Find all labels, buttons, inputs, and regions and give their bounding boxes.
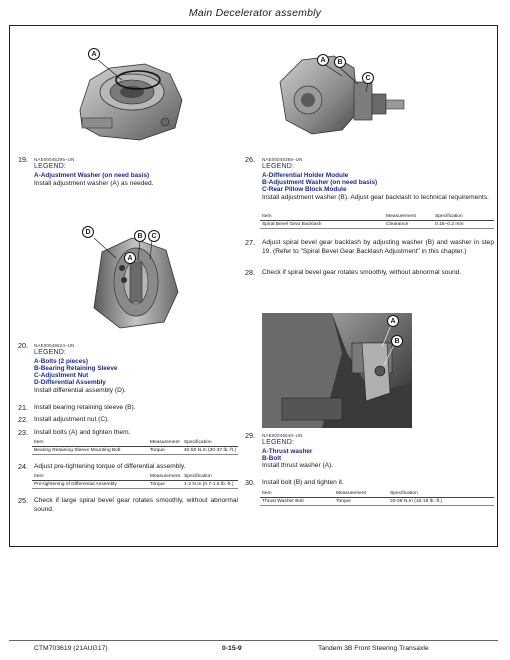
step-23-text: Install bolts (A) and tighten them. [34,429,131,436]
spec-cell-item: Bearing Retaining Sleeve Mounting Bolt [32,447,148,455]
spec-header-item: Item [260,490,334,498]
step-29-legend-title: LEGEND: [262,439,295,446]
step-26-legend-a: A-Differential Holder Module [262,172,349,179]
step-29-text: Install thrust washer (A). [262,462,334,469]
step-24-text: Adjust pre-tightening torque of differential assembly. [34,463,186,470]
step-28-text: Check if spiral bevel gear rotates smoothly, without abnormal sound. [262,269,462,276]
spec-cell-measurement: Clearance [384,221,433,229]
page-header-title: Main Decelerator assembly [188,7,322,19]
callout-c: C [362,72,374,84]
step-26-legend-title: LEGEND: [262,163,295,170]
spec-cell-measurement: Torque [148,447,182,455]
spec-header-item: Item [260,213,384,221]
callout-b: B [334,56,346,68]
step-29-legend-a: A-Thrust washer [262,448,313,455]
step-26-image-id: NAE00046398–UN [262,157,303,162]
footer-rule [9,640,498,641]
step-20-legend-b: B-Bearing Retaining Sleeve [34,365,118,372]
step-25-number: 25. [18,496,28,505]
step-20-legend-title: LEGEND: [34,349,67,356]
footer-document-id: CTM703619 (21AUG17) [34,645,108,652]
step-26-number: 26. [245,155,255,164]
spec-header-specification: Specification [388,490,494,498]
spec-row [260,221,494,229]
callout-c: C [148,230,160,242]
spec-row [260,498,494,506]
spec-header-row [32,473,238,481]
step-20-image-id: NAE00046524–UN [34,343,75,348]
callout-b: B [391,335,403,347]
step-20-legend-c: C-Adjustment Nut [34,372,89,379]
step-23-number: 23. [18,428,28,437]
step-30-number: 30. [245,478,255,487]
step-24-spec-table [32,473,238,489]
spec-header-specification: Specification [182,439,238,447]
callout-a: A [88,48,100,60]
spec-cell-specification: 20-26 N.m (15-19 lb.-ft.) [388,498,494,506]
spec-cell-item: Spiral Bevel Gear Backlash [260,221,384,229]
spec-header-specification: Specification [433,213,494,221]
spec-row [32,447,238,455]
step-27-text: Adjust spiral bevel gear backlash by adjusting washer (B) and washer in step 19. (Refer to "Spiral Bevel Gear Backlash Adjustment" in this chapter.) [262,239,494,255]
step-19-legend-title: LEGEND: [34,163,67,170]
step-22-number: 22. [18,415,28,424]
step-22-text: Install adjustment nut (C). [34,416,110,423]
step-29-legend-b: B-Bolt [262,455,282,462]
step-26-spec-table [260,213,494,229]
callout-a: A [124,252,136,264]
step-30-spec-table [260,490,494,506]
step-26-legend-c: C-Rear Pillow Block Module [262,186,347,193]
spec-cell-measurement: Torque [148,481,182,489]
spec-header-measurement: Measurement [148,439,182,447]
step-24-number: 24. [18,462,28,471]
footer-page-number: 0-15-9 [222,645,242,652]
thrust-washer-illustration [262,313,412,428]
step-25-text: Check if large spiral bevel gear rotates smoothly, without abnormal sound. [34,497,238,513]
callout-a: A [387,315,399,327]
spec-cell-item: Thrust Washer Bolt [260,498,334,506]
spec-header-measurement: Measurement [334,490,388,498]
step-19-text: Install adjustment washer (A) as needed. [34,180,154,187]
step-20-legend-a: A-Bolts (2 pieces) [34,358,88,365]
spec-cell-measurement: Torque [334,498,388,506]
footer-manual-title: Tandem 3B Front Steering Transaxle [318,645,429,652]
figure-differential-assembly [80,222,190,334]
step-27-number: 27. [245,238,255,247]
step-20-number: 20. [18,341,28,350]
step-30-text: Install bolt (B) and tighten it. [262,479,344,486]
figure-differential-holder [272,42,407,150]
step-29-number: 29. [245,431,255,440]
spec-header-row [260,490,494,498]
spec-header-row [32,439,238,447]
step-28-number: 28. [245,268,255,277]
step-20-legend-d: D-Differential Assembly [34,379,106,386]
spec-header-measurement: Measurement [384,213,433,221]
step-23-spec-table [32,439,238,455]
spec-cell-specification: 0.15–0.2 mm [433,221,494,229]
spec-cell-specification: 40-50 N.m (30-37 lb.-ft.) [183,448,236,453]
callout-b: B [134,230,146,242]
step-21-text: Install bearing retaining sleeve (B). [34,404,136,411]
spec-row [32,481,238,489]
spec-cell-item: Pre-tightening of Differential Assembly [32,481,148,489]
step-29-image-id: NAE00046540–UN [262,433,303,438]
step-21-number: 21. [18,403,28,412]
step-19-legend-a: A-Adjustment Washer (on need basis) [34,172,150,179]
step-26-legend-b: B-Adjustment Washer (on need basis) [262,179,378,186]
callout-a: A [317,54,329,66]
spec-header-specification: Specification [182,473,238,481]
step-19-image-id: NAE00045395–UN [34,157,75,162]
spec-cell-specification: 1-2 N.m (0.7-1.5 lb.-ft.) [182,481,238,489]
callout-d: D [82,226,94,238]
figure-adjustment-washer [70,40,190,150]
figure-thrust-washer [262,313,412,428]
step-20-text: Install differential assembly (D). [34,387,126,394]
step-19-number: 19. [18,155,28,164]
spec-header-row [260,213,494,221]
spec-header-item: Item [32,439,148,447]
spec-header-item: Item [32,473,148,481]
step-26-text: Install adjustment washer (B). Adjust gear backlash to technical requirements. [262,194,489,201]
spec-header-measurement: Measurement [148,473,182,481]
